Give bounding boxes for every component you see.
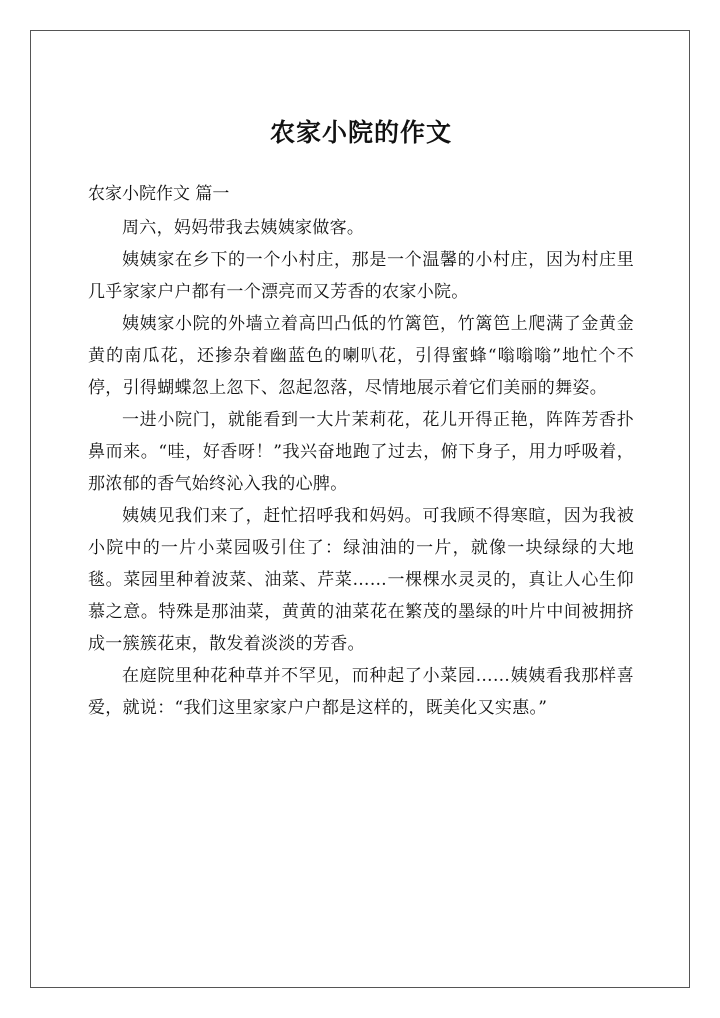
document-body — [88, 108, 634, 724]
paragraph-4: 一进小院门，就能看到一大片茉莉花，花儿开得正艳，阵阵芳香扑鼻而来。“哇，好香呀！”我兴奋地跑了过去，俯下身子，用力呼吸着，那浓郁的香气始终沁入我的心脾。 — [88, 410, 634, 494]
paragraph-6: 在庭院里种花种草并不罕见，而种起了小菜园……姨姨看我那样喜爱，就说：“我们这里家家户户都是这样的，既美化又实惠。” — [88, 666, 634, 718]
paragraph-5: 姨姨见我们来了，赶忙招呼我和妈妈。可我顾不得寒暄，因为我被小院中的一片小菜园吸引住了：绿油油的一片，就像一块绿绿的大地毯。菜园里种着波菜、油菜、芹菜……一棵棵水灵灵的，真让人心生仰慕之意。特殊是那油菜，黄黄的油菜花在繁茂的墨绿的叶片中间被拥挤成一簇簇花束，散发着淡淡的芳香。 — [88, 506, 634, 654]
paragraph-1: 周六，妈妈带我去姨姨家做客。 — [122, 218, 365, 238]
document-title: 农家小院的作文 — [269, 118, 452, 147]
paragraph-3: 姨姨家小院的外墙立着高凹凸低的竹篱笆，竹篱笆上爬满了金黄金黄的南瓜花，还掺杂着幽蓝色的喇叭花，引得蜜蜂“嗡嗡嗡”地忙个不停，引得蝴蝶忽上忽下、忽起忽落，尽情地展示着它们美丽的舞姿。 — [88, 314, 634, 398]
section-heading: 农家小院作文 篇一 — [88, 184, 230, 204]
paragraph-2: 姨姨家在乡下的一个小村庄，那是一个温馨的小村庄，因为村庄里几乎家家户户都有一个漂亮而又芳香的农家小院。 — [88, 250, 634, 302]
